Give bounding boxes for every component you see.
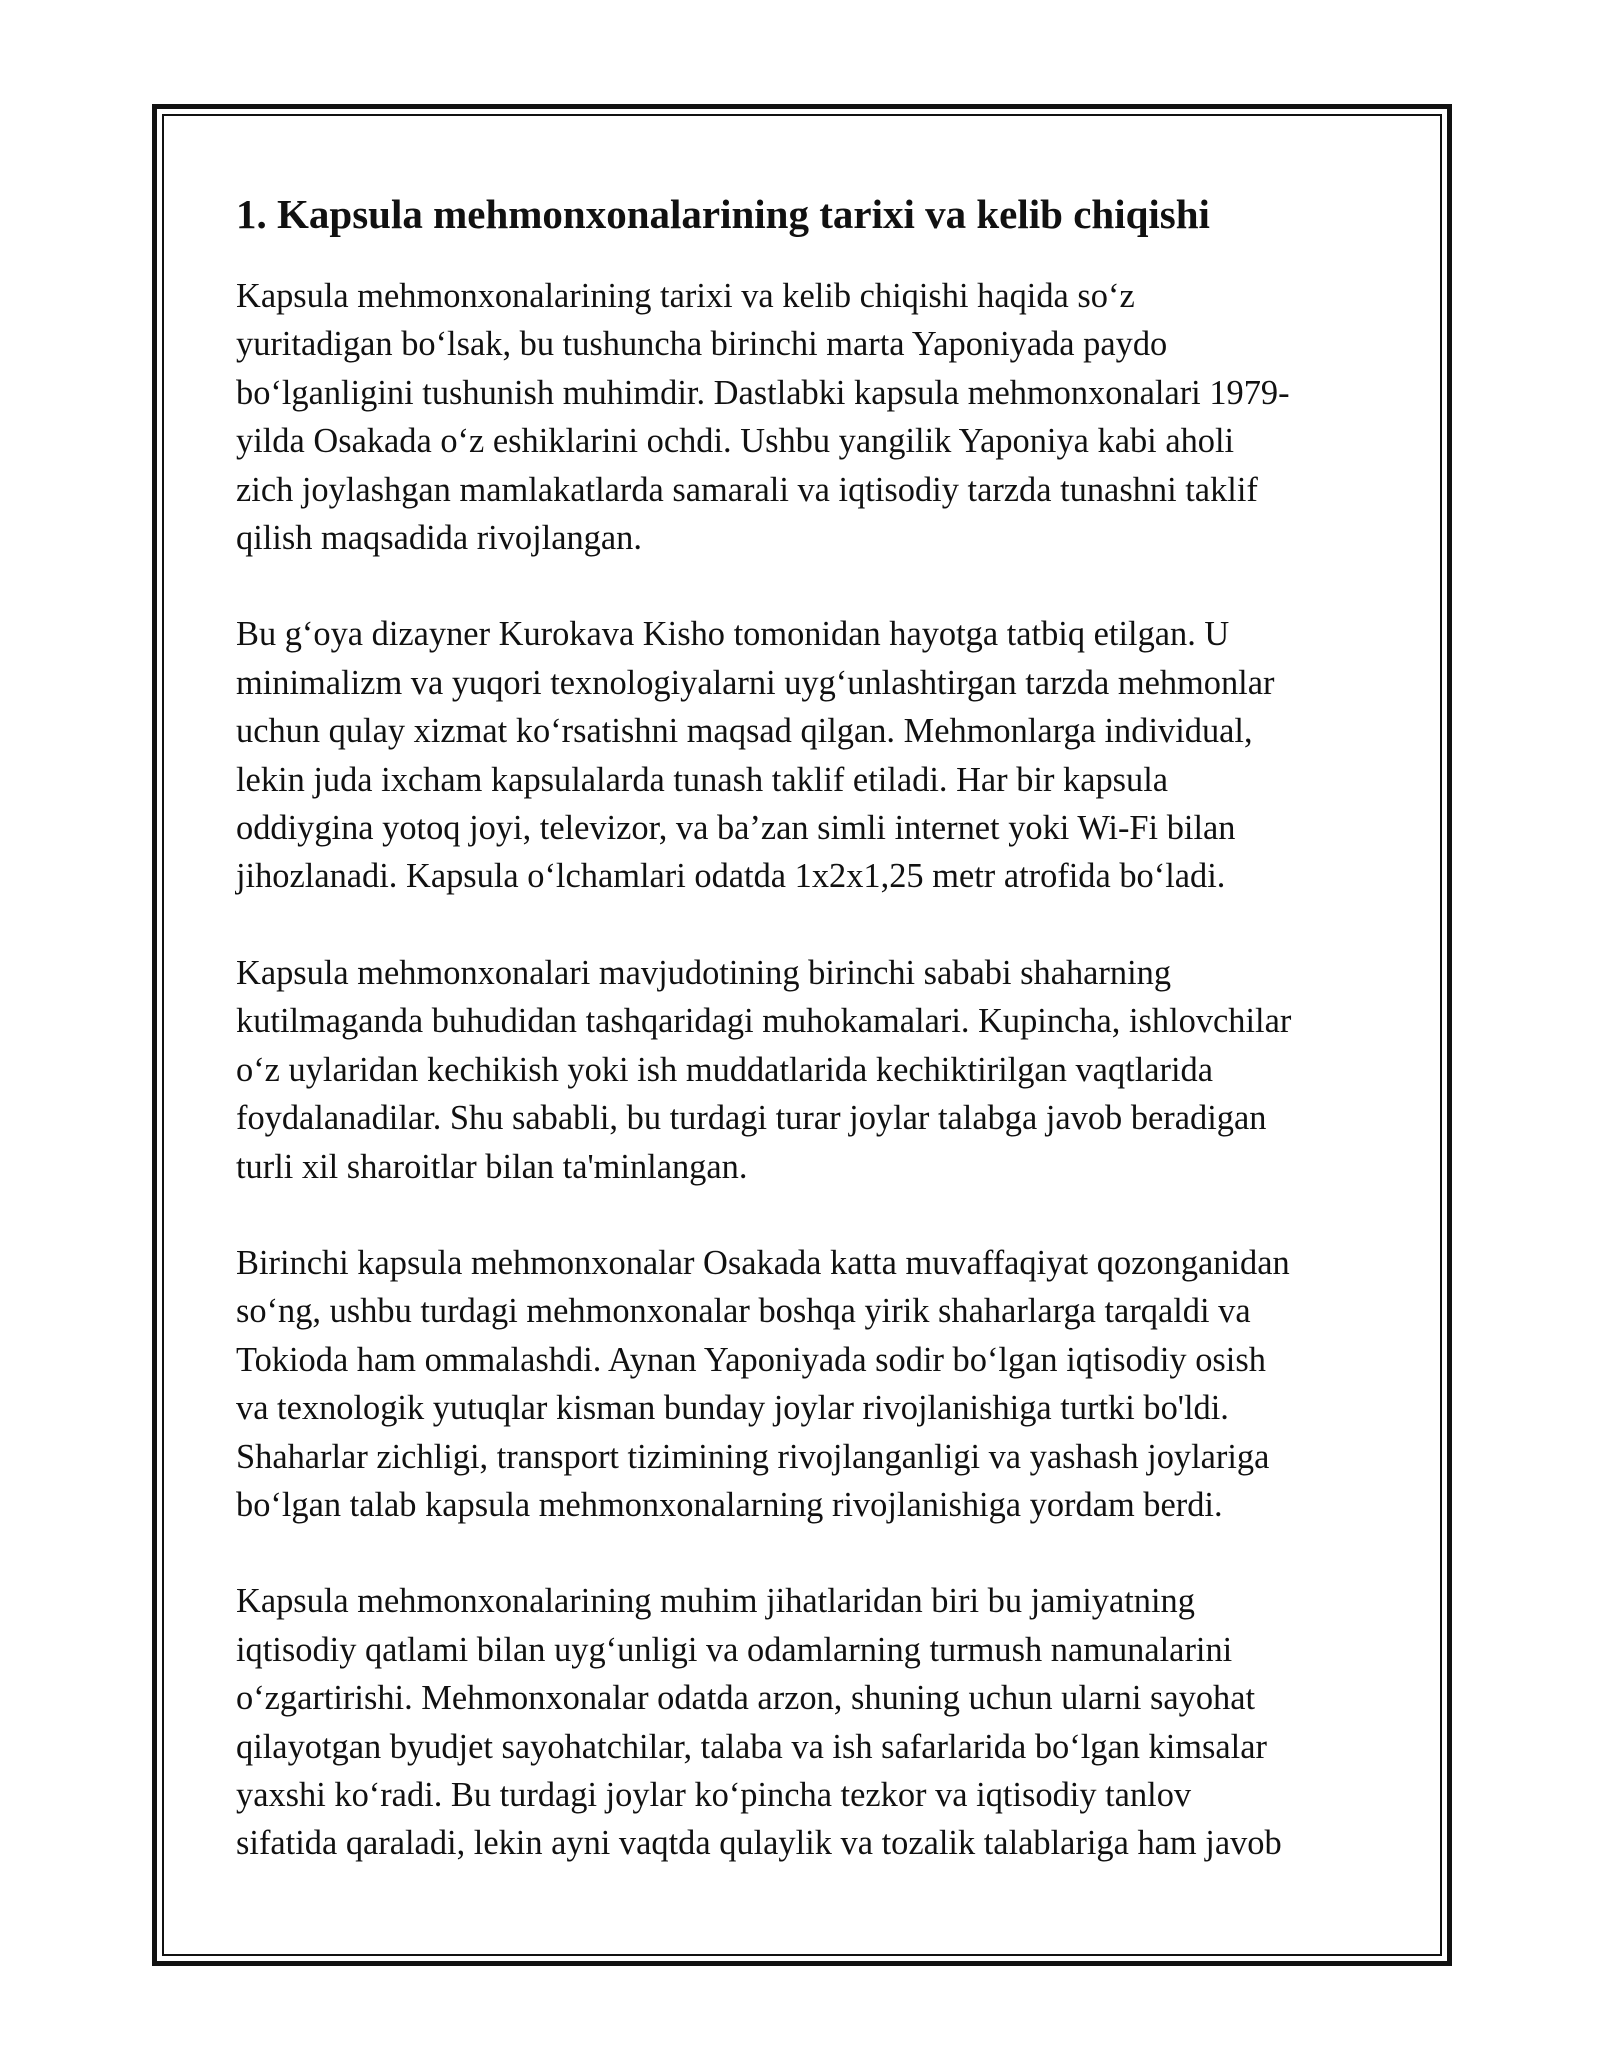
text-line: Tokioda ham ommalashdi. Aynan Yaponiyada sodir bo‘lgan iqtisodiy osish <box>236 1340 1266 1379</box>
text-line: turli xil sharoitlar bilan ta'minlangan. <box>236 1147 748 1186</box>
text-line: jihozlanadi. Kapsula o‘lchamlari odatda 1x2x1,25 metr atrofida bo‘ladi. <box>236 857 1226 896</box>
text-line: yaxshi ko‘radi. Bu turdagi joylar ko‘pincha tezkor va iqtisodiy tanlov <box>236 1775 1192 1814</box>
text-line: Birinchi kapsula mehmonxonalar Osakada katta muvaffaqiyat qozonganidan <box>236 1243 1290 1282</box>
text-line: o‘zgartirishi. Mehmonxonalar odatda arzon, shuning uchun ularni sayohat <box>236 1679 1256 1718</box>
text-line: Bu g‘oya dizayner Kurokava Kisho tomonidan hayotga tatbiq etilgan. U <box>236 615 1230 654</box>
text-line: iqtisodiy qatlami bilan uyg‘unligi va odamlarning turmush namunalarini <box>236 1630 1233 1669</box>
text-line: o‘z uylaridan kechikish yoki ish muddatlarida kechiktirilgan vaqtlarida <box>236 1050 1213 1089</box>
text-line: bo‘lgan talab kapsula mehmonxonalarning rivojlanishiga yordam berdi. <box>236 1485 1223 1524</box>
text-line: va texnologik yutuqlar kisman bunday joylar rivojlanishiga turtki bo'ldi. <box>236 1389 1229 1428</box>
text-line: lekin juda ixcham kapsulalarda tunash taklif etiladi. Har bir kapsula <box>236 760 1169 799</box>
text-line: so‘ng, ushbu turdagi mehmonxonalar boshqa yirik shaharlarga tarqaldi va <box>236 1292 1251 1331</box>
paragraph-2 <box>236 610 1376 900</box>
text-line: Shaharlar zichligi, transport tizimining rivojlanganligi va yashash joylariga <box>236 1437 1270 1476</box>
text-line: minimalizm va yuqori texnologiyalarni uyg‘unlashtirgan tarzda mehmonlar <box>236 663 1275 702</box>
text-line: yilda Osakada o‘z eshiklarini ochdi. Ushbu yangilik Yaponiya kabi aholi <box>236 422 1235 461</box>
paragraph-3 <box>236 949 1376 1191</box>
document-body <box>236 186 1376 1916</box>
paragraph-5 <box>236 1577 1376 1867</box>
text-line: qilish maqsadida rivojlangan. <box>236 519 642 558</box>
text-line: sifatida qaraladi, lekin ayni vaqtda qulaylik va tozalik talablariga ham javob <box>236 1824 1282 1863</box>
text-line: zich joylashgan mamlakatlarda samarali va iqtisodiy tarzda tunashni taklif <box>236 470 1258 509</box>
paragraph-4 <box>236 1239 1376 1529</box>
text-line: uchun qulay xizmat ko‘rsatishni maqsad qilgan. Mehmonlarga individual, <box>236 712 1253 751</box>
paragraph-1 <box>236 272 1376 562</box>
text-line: bo‘lganligini tushunish muhimdir. Dastlabki kapsula mehmonxonalari 1979- <box>236 373 1290 412</box>
text-line: Kapsula mehmonxonalarining muhim jihatlaridan biri bu jamiyatning <box>236 1582 1195 1621</box>
text-line: kutilmaganda buhudidan tashqaridagi muhokamalari. Kupincha, ishlovchilar <box>236 1002 1292 1041</box>
text-line: foydalanadilar. Shu sababli, bu turdagi turar joylar talabga javob beradigan <box>236 1099 1267 1138</box>
text-line: yuritadigan bo‘lsak, bu tushuncha birinchi marta Yaponiyada paydo <box>236 325 1168 364</box>
text-line: Kapsula mehmonxonalarining tarixi va kelib chiqishi haqida so‘z <box>236 277 1135 315</box>
text-line: Kapsula mehmonxonalari mavjudotining birinchi sababi shaharning <box>236 953 1172 992</box>
section-heading: 1. Kapsula mehmonxonalarining tarixi va kelib chiqishi <box>236 191 1210 237</box>
text-line: oddiygina yotoq joyi, televizor, va ba’zan simli internet yoki Wi-Fi bilan <box>236 809 1236 848</box>
text-line: qilayotgan byudjet sayohatchilar, talaba va ish safarlarida bo‘lgan kimsalar <box>236 1727 1267 1766</box>
